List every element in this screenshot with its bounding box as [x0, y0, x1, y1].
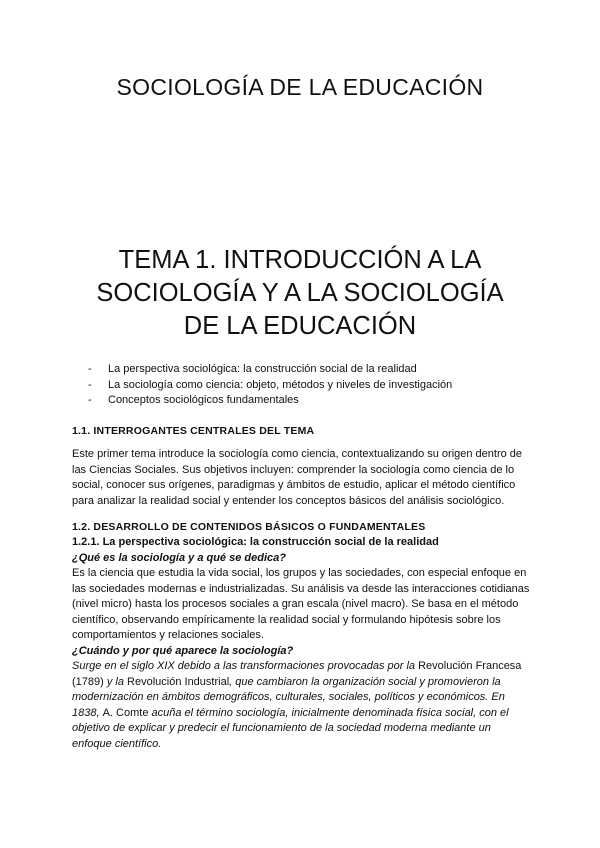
tema-title: [60, 244, 540, 343]
answer-2-text: acuña el término sociología, inicialmente denominada física social, con el objetivo de explicar y predecir el funcionamiento de la sociedad moderna mediante un enfoque científico.: [72, 706, 509, 750]
answer-1: Es la ciencia que estudia la vida social, los grupos y las sociedades, con especial enfoque en las sociedades modernas e industrializadas. Su análisis va desde las interacciones cotidianas (nivel micro) hasta los procesos sociales a gran escala (nivel macro). Se basa en el método científico, observando empíricamente la realidad social y formulando hipótesis sobre los comportamientos y relaciones sociales.: [72, 567, 530, 641]
document-title: SOCIOLOGÍA DE LA EDUCACIÓN: [116, 74, 484, 100]
section-1-2-heading: 1.2. DESARROLLO DE CONTENIDOS BÁSICOS O FUNDAMENTALES: [72, 521, 426, 533]
section-1-1-paragraph: Este primer tema introduce la sociología como ciencia, contextualizando su origen dentro de las Ciencias Sociales. Sus objetivos incluyen: comprender la sociología como ciencia de lo social, conocer sus orígenes, paradigmas y ámbitos de estudio, aplicar el método científico para analizar la realidad social y entender los conceptos básicos del análisis sociológico.: [72, 448, 523, 507]
outline-item: - La sociología como ciencia: objeto, métodos y niveles de investigación: [88, 378, 452, 394]
answer-2-text: A. Comte: [102, 706, 149, 719]
section-1-2-body: [72, 535, 532, 752]
section-1-2-heading-block: [72, 520, 532, 536]
section-1-1-heading: 1.1. INTERROGANTES CENTRALES DEL TEMA: [72, 425, 315, 437]
answer-2-text: y la: [103, 675, 128, 688]
topic-outline: [88, 362, 452, 409]
question-1: ¿Qué es la sociología y a qué se dedica?: [72, 551, 286, 564]
answer-2-text: Revolución Industrial: [127, 675, 230, 688]
answer-2-text: , que cambiaron la organización social y promovieron la modernización en ámbitos demográficos, culturales, sociales, políticos y económicos. En 1838,: [72, 675, 505, 719]
question-2: ¿Cuándo y por qué aparece la sociología?: [72, 644, 294, 657]
section-1-1-heading-block: [72, 424, 532, 440]
outline-item: - La perspectiva sociológica: la construcción social de la realidad: [88, 362, 452, 378]
tema-title-line-1: TEMA 1. INTRODUCCIÓN A LA: [118, 246, 482, 274]
section-1-1-body: [72, 447, 532, 509]
tema-title-line-3: DE LA EDUCACIÓN: [183, 312, 417, 340]
answer-2-text: Revolución Francesa (1789): [72, 660, 522, 688]
subsection-1-2-1-heading: 1.2.1. La perspectiva sociológica: la construcción social de la realidad: [72, 536, 439, 548]
tema-title-line-2: SOCIOLOGÍA Y A LA SOCIOLOGÍA: [96, 279, 504, 307]
outline-item: - Conceptos sociológicos fundamentales: [88, 393, 452, 409]
answer-2-text: Surge en el siglo XIX debido a las transformaciones provocadas por la: [72, 660, 419, 672]
answer-2: [72, 659, 532, 752]
